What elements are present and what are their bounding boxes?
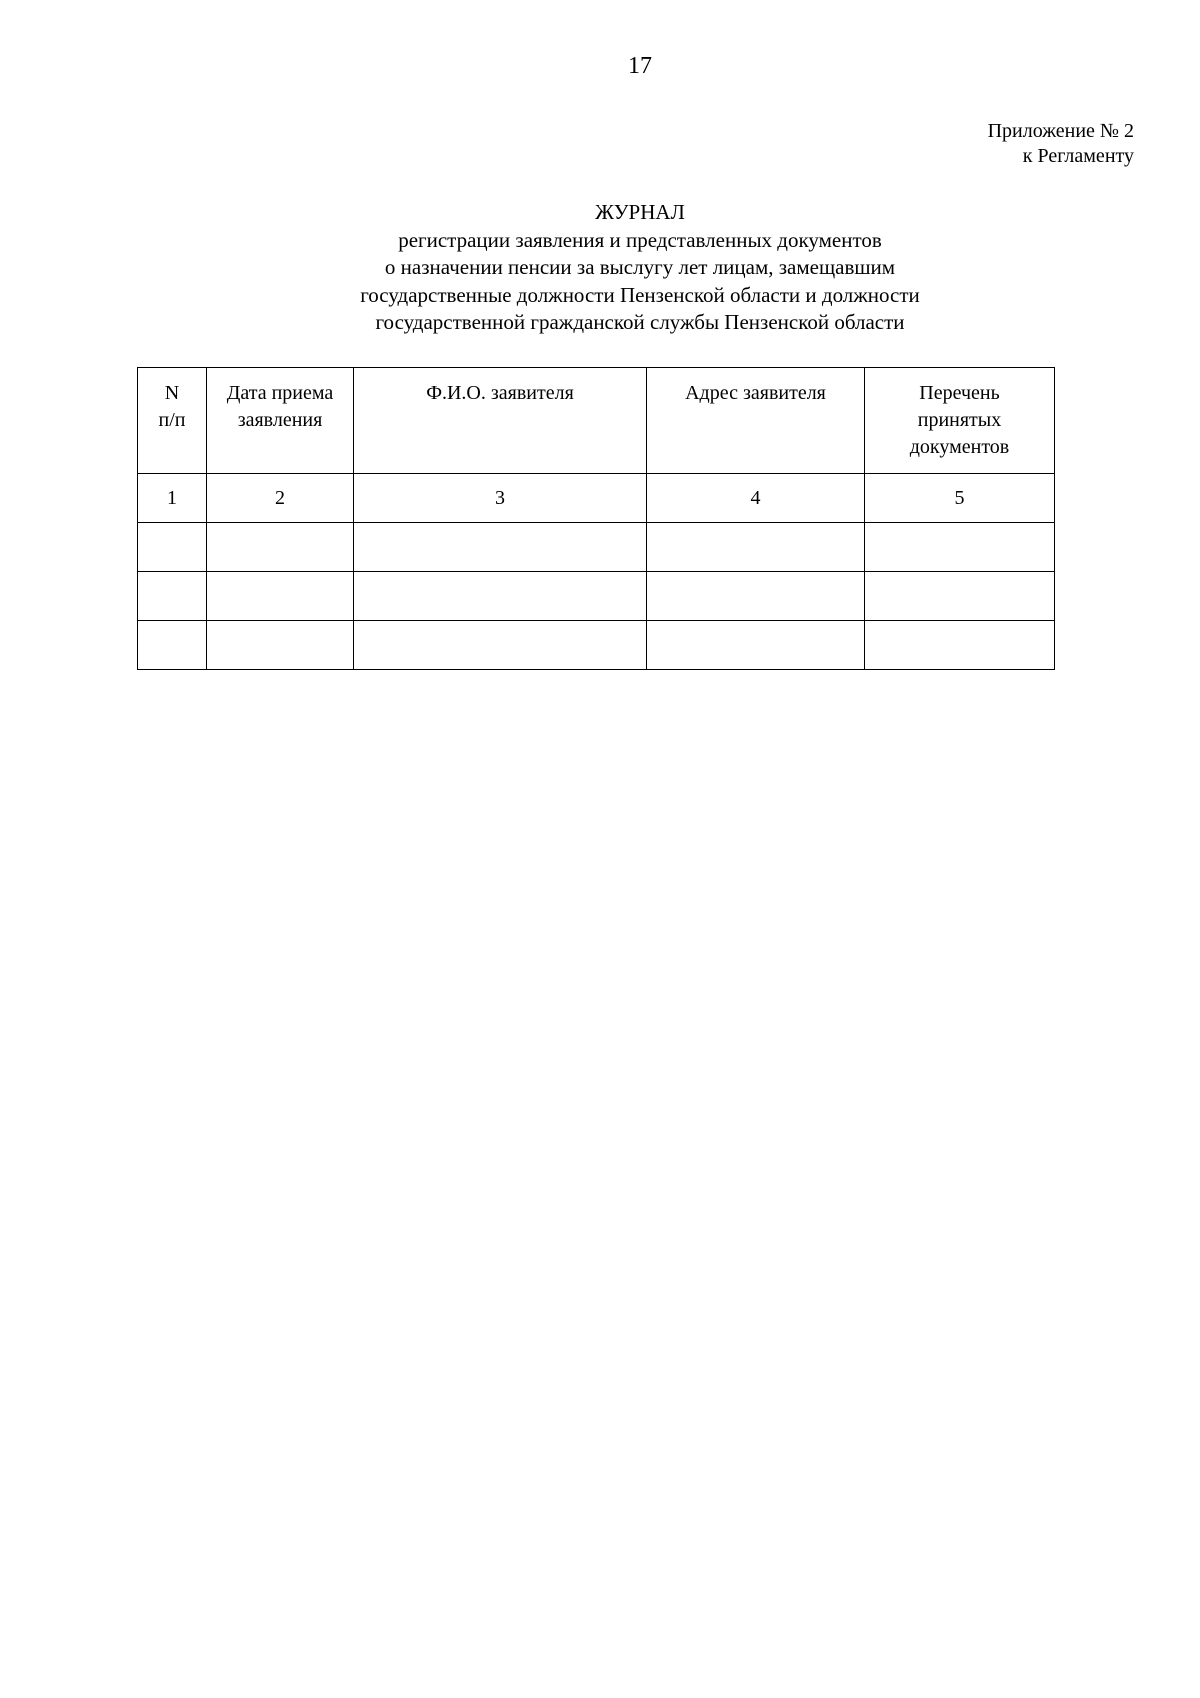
table-row [138,523,1055,572]
column-number-cell: 1 [138,474,207,523]
header-cell-address [647,368,865,474]
header-cell-number [138,368,207,474]
page-number: 17 [628,53,652,79]
appendix-line: к Регламенту [1022,145,1134,167]
empty-cell [138,572,207,621]
title-heading: ЖУРНАЛ [595,200,685,224]
empty-cell [354,572,647,621]
document-title [0,199,1200,337]
title-line: о назначении пенсии за выслугу лет лицам, замещавшим [384,255,896,279]
header-cell-name [354,368,647,474]
journal-table [137,367,1055,670]
column-number-cell: 3 [354,474,647,523]
appendix-reference [988,119,1134,169]
column-number-row [138,474,1055,523]
appendix-line: Приложение № 2 [987,120,1134,142]
empty-cell [207,523,354,572]
header-text: Адрес заявителя [685,382,826,404]
empty-cell [647,523,865,572]
header-cell-documents [865,368,1055,474]
column-number-cell: 2 [207,474,354,523]
empty-cell [865,523,1055,572]
title-line: государственные должности Пензенской области и должности [360,282,920,307]
header-text: принятых [917,409,1002,431]
empty-cell [647,621,865,670]
table-row [138,572,1055,621]
column-number-cell: 5 [865,474,1055,523]
header-text: Перечень [919,382,1000,404]
header-text: Дата приема [226,382,334,404]
empty-cell [865,621,1055,670]
empty-cell [647,572,865,621]
empty-cell [354,523,647,572]
empty-cell [207,621,354,670]
table-header-row [138,368,1055,474]
title-line: государственной гражданской службы Пензенской области [375,310,905,334]
header-text: N [164,382,180,404]
empty-cell [354,621,647,670]
empty-cell [207,572,354,621]
column-number-cell: 4 [647,474,865,523]
header-cell-date [207,368,354,474]
header-text: документов [909,436,1010,458]
header-text: Ф.И.О. заявителя [426,382,574,404]
empty-cell [138,523,207,572]
empty-cell [865,572,1055,621]
header-text: п/п [158,409,186,431]
title-line: регистрации заявления и представленных документов [398,227,882,252]
header-text: заявления [237,409,323,431]
table-row [138,621,1055,670]
empty-cell [138,621,207,670]
